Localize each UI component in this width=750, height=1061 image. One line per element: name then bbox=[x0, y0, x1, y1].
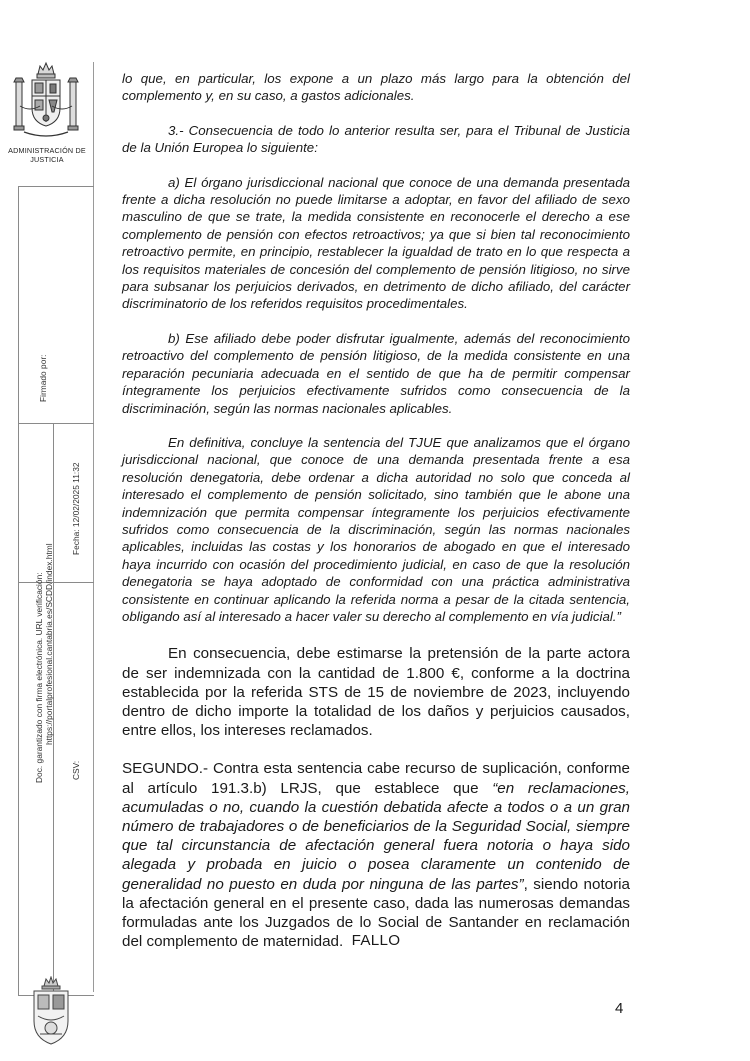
box-divider bbox=[19, 423, 94, 424]
verification-text: Doc. garantizado con firma electrónica. URL verificación: bbox=[34, 572, 44, 783]
page-number: 4 bbox=[615, 1000, 624, 1017]
signature-box bbox=[18, 186, 94, 996]
fallo-heading: FALLO bbox=[351, 932, 401, 949]
bottom-emblem-icon bbox=[26, 976, 76, 1048]
paragraph: En definitiva, concluye la sentencia del TJUE que analizamos que el órgano jurisdiccional nacional, que conoce de una demanda presentada frente a esa resolución denegatoria, debe ordenar a dicha autoridad no solo que conceda al interesado el complemento de pensión solicitado, sino también que le abone una indemnización que permita compensar íntegramente los perjuicios efectivamente sufridos como consecuencia de la discriminación, según las normas nacionales aplicables, incluidas las costas y los honorarios de abogado en que el interesado haya incurrido con ocasión del procedimiento judicial, en caso de que la resolución denegatoria se haya adoptado de conformidad con una práctica administrativa consistente en continuar aplicando la referida norma a pesar de la citada sentencia, obligando así al interesado a hacer valer su derecho al complemento en vía judicial.” bbox=[122, 434, 630, 624]
verification-url: https://portalprofesional.cantabria.es/SCDD/index.html bbox=[44, 543, 54, 745]
segundo-tail: , siendo notoria la afectación general en el presente caso, dada las numerosas demandas formuladas ante los Juzgados de lo Social de Santander en reclamación del complemento de maternidad. bbox=[122, 875, 630, 951]
segundo-lead: SEGUNDO.- Contra esta sentencia cabe recurso de suplicación, conforme al artículo 191.3.b) LRJS, que establece que bbox=[122, 760, 630, 797]
coat-of-arms-icon bbox=[10, 60, 82, 142]
institution-label: ADMINISTRACIÓN DE JUSTICIA bbox=[8, 146, 86, 164]
signature-date: Fecha: 12/02/2025 11:32 bbox=[71, 462, 81, 555]
legal-quote: “en reclamaciones, acumuladas o no, cuando la cuestión debatida afecte a todos o a un gran número de trabajadores o de beneficiarios de la Seguridad Social, siempre que tal circunstancia de afectación general fuera notoria o haya sido alegada y probada en juicio o posea claramente un contenido de generalidad no puesto en duda por ninguna de las partes” bbox=[122, 779, 630, 893]
paragraph: 3.- Consecuencia de todo lo anterior resulta ser, para el Tribunal de Justicia de la Unión Europea lo siguiente: bbox=[122, 122, 630, 156]
paragraph: En consecuencia, debe estimarse la pretensión de la parte actora de ser indemnizada con la cantidad de 1.800 €, conforme a la doctrina establecida por la referida STS de 15 de noviembre de 2023, incluyendo dentro de dicho importe la totalidad de los daños y perjuicios causados, entre ellos, los intereses reclamados. bbox=[122, 645, 630, 740]
paragraph: b) Ese afiliado debe poder disfrutar igualmente, además del reconocimiento retroactivo del complemento de pensión litigioso, de la medida consistente en una reparación pecuniaria adecuada en el sentido de que ha de permitir compensar íntegramente los perjuicios efectivamente sufridos como consecuencia de la discriminación, según las normas nacionales aplicables. bbox=[122, 330, 630, 416]
signed-by-label: Firmado por: bbox=[38, 354, 48, 402]
paragraph: lo que, en particular, los expone a un plazo más largo para la obtención del complemento y, en su caso, a gastos adicionales. bbox=[122, 71, 630, 104]
box-divider bbox=[19, 582, 94, 583]
left-margin bbox=[0, 0, 95, 1061]
paragraph-segundo bbox=[122, 759, 630, 951]
document-body bbox=[122, 70, 630, 951]
csv-label: CSV: bbox=[71, 760, 81, 780]
paragraph: a) El órgano jurisdiccional nacional que conoce de una demanda presentada frente a dicha resolución no puede limitarse a adoptar, en favor del afiliado de sexo masculino de que se trate, la medida consistente en reconocerle el derecho a ese complemento de pensión con efectos retroactivos; ya que si bien tal reconocimiento retroactivo permite, en principio, restablecer la igualdad de trato en lo que respecta a los requisitos materiales de concesión del complemento de pensión litigioso, no sirve para subsanar los perjuicios derivados, en detrimento de dicho afiliado, del carácter discriminatorio de los referidos requisitos procedimentales. bbox=[122, 174, 630, 312]
